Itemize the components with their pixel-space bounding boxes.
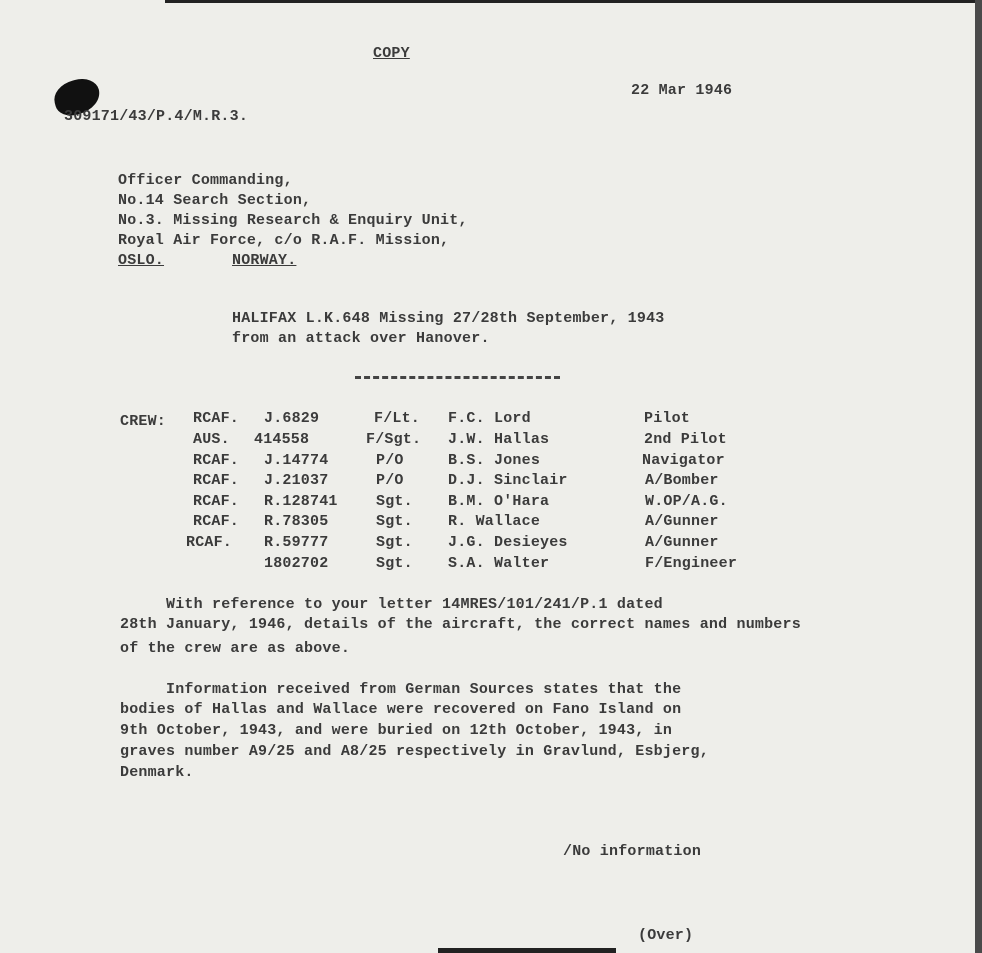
- crew-rank: F/Sgt.: [366, 431, 422, 448]
- crew-role: W.OP/A.G.: [645, 493, 728, 510]
- paragraph-line: graves number A9/25 and A8/25 respectively in Gravlund, Esbjerg,: [120, 743, 709, 760]
- paragraph-line: of the crew are as above.: [120, 640, 351, 657]
- crew-number: J.21037: [264, 472, 329, 489]
- paragraph-line: 28th January, 1946, details of the aircraft, the correct names and numbers: [120, 616, 801, 633]
- crew-rank: Sgt.: [376, 555, 413, 572]
- crew-force: RCAF.: [186, 534, 233, 551]
- crew-name: S.A. Walter: [448, 555, 550, 572]
- paragraph-line: 9th October, 1943, and were buried on 12th October, 1943, in: [120, 722, 673, 739]
- crew-role: A/Gunner: [645, 534, 719, 551]
- crew-name: D.J. Sinclair: [448, 472, 568, 489]
- crew-name: J.G. Desieyes: [448, 534, 568, 551]
- address-country: NORWAY.: [232, 252, 297, 269]
- crew-label: CREW:: [120, 413, 167, 430]
- note-text: /No information: [563, 843, 702, 860]
- crew-force: RCAF.: [193, 472, 240, 489]
- crew-name: F.C. Lord: [448, 410, 531, 427]
- document-date: 22 Mar 1946: [631, 82, 733, 99]
- crew-number: R.78305: [264, 513, 329, 530]
- crew-force: RCAF.: [193, 452, 240, 469]
- crew-force: RCAF.: [193, 410, 240, 427]
- address-line: Royal Air Force, c/o R.A.F. Mission,: [118, 232, 450, 249]
- crew-rank: Sgt.: [376, 534, 413, 551]
- crew-number: R.59777: [264, 534, 329, 551]
- crew-force: RCAF.: [193, 513, 240, 530]
- right-edge-shadow: [975, 0, 982, 953]
- crew-role: 2nd Pilot: [644, 431, 727, 448]
- crew-role: A/Bomber: [645, 472, 719, 489]
- paragraph-line: bodies of Hallas and Wallace were recovered on Fano Island on: [120, 701, 682, 718]
- crew-number: 1802702: [264, 555, 329, 572]
- crew-role: Pilot: [644, 410, 691, 427]
- crew-rank: Sgt.: [376, 513, 413, 530]
- crew-rank: F/Lt.: [374, 410, 421, 427]
- crew-number: R.128741: [264, 493, 338, 510]
- paragraph-line: Denmark.: [120, 764, 194, 781]
- address-line: No.14 Search Section,: [118, 192, 312, 209]
- crew-role: F/Engineer: [645, 555, 738, 572]
- crew-number: 414558: [254, 431, 310, 448]
- address-line: Officer Commanding,: [118, 172, 293, 189]
- subject-line: HALIFAX L.K.648 Missing 27/28th September, 1943: [232, 310, 665, 327]
- crew-force: RCAF.: [193, 493, 240, 510]
- top-edge-shadow: [165, 0, 975, 3]
- crew-rank: Sgt.: [376, 493, 413, 510]
- crew-number: J.6829: [264, 410, 320, 427]
- address-line: No.3. Missing Research & Enquiry Unit,: [118, 212, 468, 229]
- crew-rank: P/O: [376, 472, 404, 489]
- crew-role: Navigator: [642, 452, 725, 469]
- separator-rule: [355, 376, 560, 379]
- subject-line: from an attack over Hanover.: [232, 330, 490, 347]
- address-city: OSLO.: [118, 252, 165, 269]
- bottom-edge-shadow: [438, 948, 616, 953]
- reference-number: 309171/43/P.4/M.R.3.: [64, 108, 249, 125]
- over-marker: (Over): [638, 927, 694, 944]
- crew-name: B.M. O'Hara: [448, 493, 550, 510]
- crew-name: J.W. Hallas: [448, 431, 550, 448]
- paragraph-line: With reference to your letter 14MRES/101/241/P.1 dated: [120, 596, 663, 613]
- crew-name: R. Wallace: [448, 513, 541, 530]
- crew-rank: P/O: [376, 452, 404, 469]
- crew-role: A/Gunner: [645, 513, 719, 530]
- crew-name: B.S. Jones: [448, 452, 541, 469]
- crew-force: AUS.: [193, 431, 230, 448]
- copy-label: COPY: [373, 45, 410, 62]
- crew-number: J.14774: [264, 452, 329, 469]
- paragraph-line: Information received from German Sources states that the: [120, 681, 682, 698]
